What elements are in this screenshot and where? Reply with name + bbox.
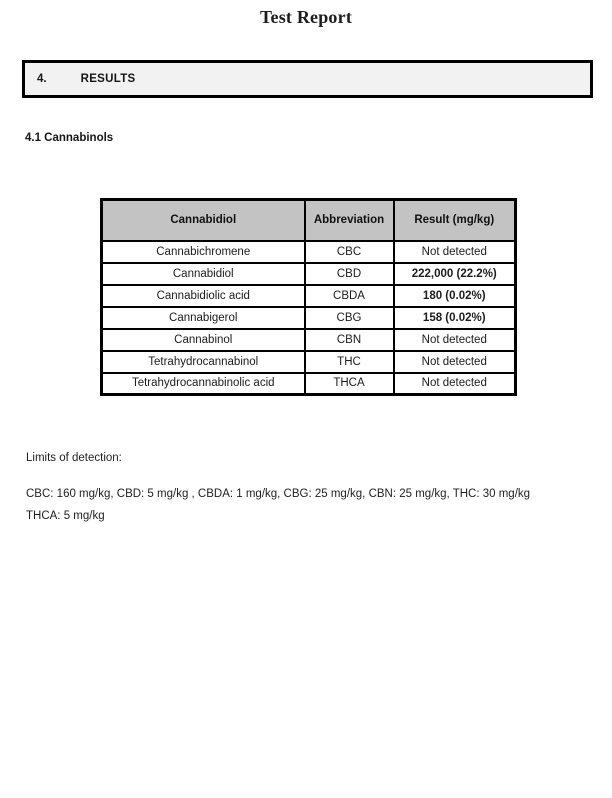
cell-abbreviation: CBD [305, 263, 394, 285]
cell-result: Not detected [394, 351, 516, 373]
table-header [102, 200, 516, 241]
table-header-row [102, 200, 516, 241]
cell-abbreviation: CBG [305, 307, 394, 329]
cell-name: Tetrahydrocannabinolic acid [102, 373, 305, 395]
table-row [102, 307, 516, 329]
table-body [102, 241, 516, 395]
cell-result: 222,000 (22.2%) [394, 263, 516, 285]
cell-name: Cannabigerol [102, 307, 305, 329]
column-header: Result (mg/kg) [394, 200, 516, 241]
column-header: Cannabidiol [102, 200, 305, 241]
cannabinoids-table [100, 198, 517, 396]
section-heading-results [22, 60, 593, 98]
cell-result: Not detected [394, 241, 516, 263]
subsection-title: 4.1 Cannabinols [25, 132, 114, 144]
limits-of-detection-line-1: CBC: 160 mg/kg, CBD: 5 mg/kg , CBDA: 1 mg/kg, CBG: 25 mg/kg, CBN: 25 mg/kg, THC: 30 mg/kg [26, 488, 531, 500]
cell-name: Cannabichromene [102, 241, 305, 263]
cell-abbreviation: CBN [305, 329, 394, 351]
limits-of-detection-heading: Limits of detection: [26, 452, 122, 464]
cell-abbreviation: THCA [305, 373, 394, 395]
table-row [102, 329, 516, 351]
cell-abbreviation: THC [305, 351, 394, 373]
cell-name: Tetrahydrocannabinol [102, 351, 305, 373]
column-header: Abbreviation [305, 200, 394, 241]
table-row [102, 285, 516, 307]
cell-abbreviation: CBDA [305, 285, 394, 307]
cell-result: Not detected [394, 329, 516, 351]
table-row [102, 241, 516, 263]
table-row [102, 263, 516, 285]
limits-of-detection-line-2: THCA: 5 mg/kg [26, 510, 105, 522]
cell-result: 158 (0.02%) [394, 307, 516, 329]
page-title: Test Report [259, 7, 353, 27]
cell-result: Not detected [394, 373, 516, 395]
table-row [102, 351, 516, 373]
cell-abbreviation: CBC [305, 241, 394, 263]
section-number: 4. [37, 73, 47, 85]
table-row [102, 373, 516, 395]
cell-name: Cannabinol [102, 329, 305, 351]
cell-name: Cannabidiol [102, 263, 305, 285]
section-label: RESULTS [80, 73, 136, 85]
cell-name: Cannabidiolic acid [102, 285, 305, 307]
cell-result: 180 (0.02%) [394, 285, 516, 307]
